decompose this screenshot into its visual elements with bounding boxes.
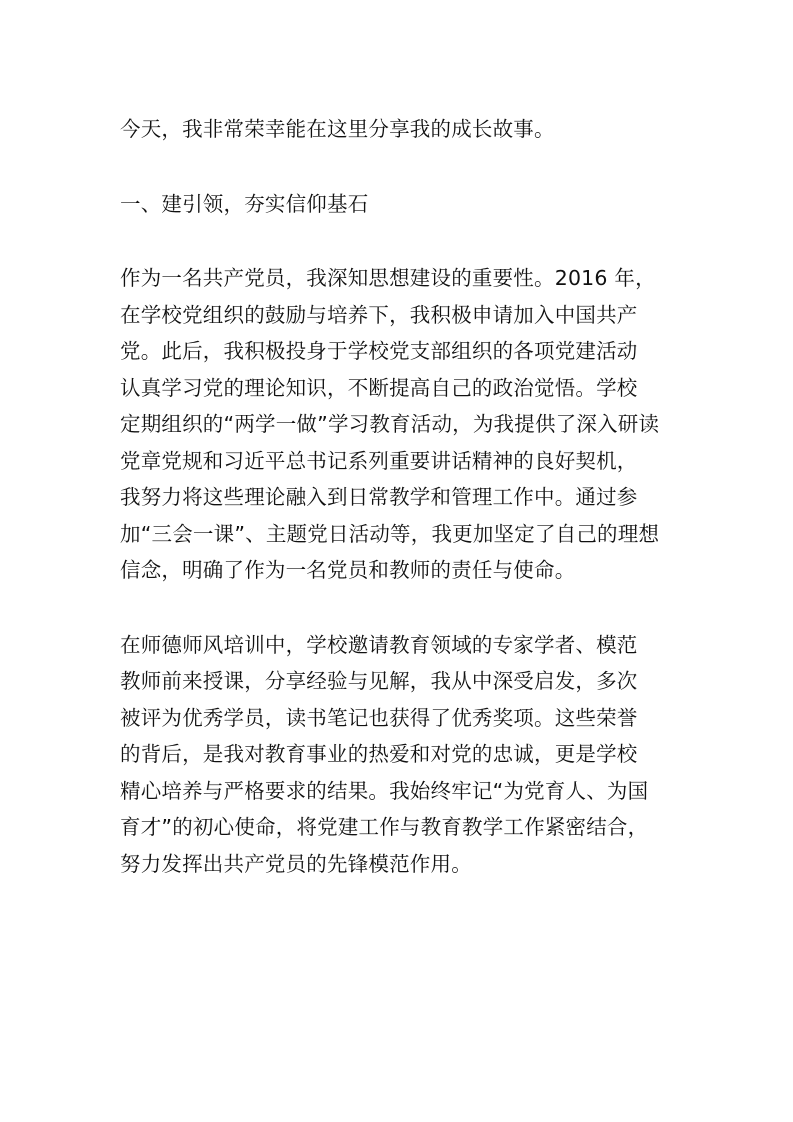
paragraph-line: 我努力将这些理论融入到日常教学和管理工作中。通过参 — [120, 485, 638, 509]
paragraph-line: 被评为优秀学员，读书笔记也获得了优秀奖项。这些荣誉 — [120, 705, 638, 730]
section-heading-text: 一、建引领，夯实信仰基石 — [120, 191, 369, 216]
body-paragraph-2 — [120, 627, 680, 883]
paragraph-line: 认真学习党的理论知识，不断提高自己的政治觉悟。学校 — [120, 375, 638, 400]
paragraph-line: 定期组织的“两学一做”学习教育活动，为我提供了深入研读 — [120, 412, 660, 436]
intro-line: 今天，我非常荣幸能在这里分享我的成长故事。 — [120, 117, 555, 141]
intro-paragraph — [120, 111, 680, 148]
paragraph-line: 的背后，是我对教育事业的热爱和对党的忠诚，更是学校 — [120, 742, 638, 766]
paragraph-line: 精心培养与严格要求的结果。我始终牢记“为党育人、为国 — [120, 778, 649, 803]
paragraph-line: 育才”的初心使命，将党建工作与教育教学工作紧密结合， — [120, 815, 649, 839]
paragraph-line: 加“三会一课”、主题党日活动等，我更加坚定了自己的理想 — [120, 521, 660, 546]
paragraph-line: 在学校党组织的鼓励与培养下，我积极申请加入中国共产 — [120, 302, 638, 327]
body-paragraph-1 — [120, 260, 680, 589]
document-body — [120, 111, 680, 882]
paragraph-line: 党章党规和习近平总书记系列重要讲话精神的良好契机， — [120, 448, 638, 473]
paragraph-line: 努力发挥出共产党员的先锋模范作用。 — [120, 851, 472, 876]
paragraph-line: 在师德师风培训中，学校邀请教育领域的专家学者、模范 — [120, 632, 638, 657]
paragraph-line: 党。此后，我积极投身于学校党支部组织的各项党建活动 — [120, 339, 638, 363]
section-heading — [120, 186, 680, 223]
paragraph-line: 作为一名共产党员，我深知思想建设的重要性。2016 年， — [120, 266, 656, 290]
paragraph-line: 信念，明确了作为一名党员和教师的责任与使命。 — [120, 558, 576, 582]
paragraph-line: 教师前来授课，分享经验与见解，我从中深受启发，多次 — [120, 669, 638, 693]
